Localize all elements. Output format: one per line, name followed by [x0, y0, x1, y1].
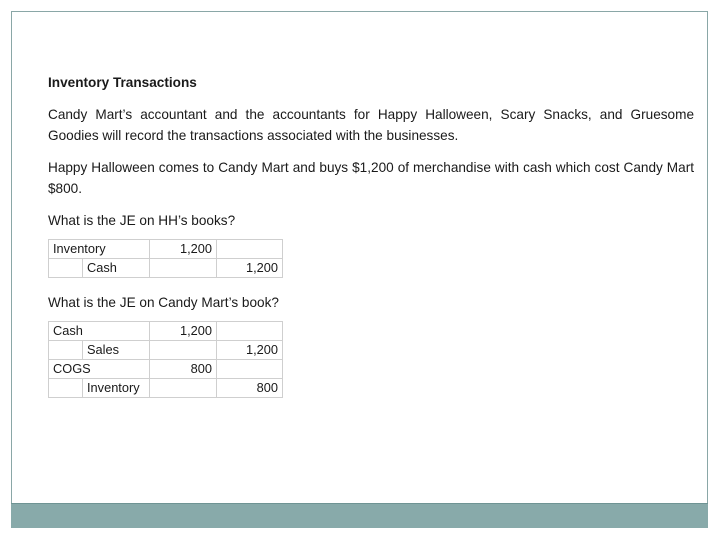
indent-cell: [49, 259, 83, 278]
credit-account-cell: Cash: [83, 259, 150, 278]
debit-amount-cell: [150, 379, 217, 398]
debit-account-cell: Cash: [49, 322, 150, 341]
credit-amount-cell: 1,200: [217, 259, 283, 278]
credit-amount-cell: [217, 240, 283, 259]
indent-cell: [49, 341, 83, 360]
table-row: [49, 341, 283, 360]
credit-account-cell: Sales: [83, 341, 150, 360]
debit-amount-cell: [150, 341, 217, 360]
journal-entry-hh: [48, 239, 283, 278]
slide-content: [48, 72, 694, 412]
debit-account-cell: COGS: [49, 360, 150, 379]
debit-amount-cell: 1,200: [150, 240, 217, 259]
table-row: [49, 379, 283, 398]
table-row: [49, 240, 283, 259]
footer-bar: [11, 503, 708, 528]
credit-amount-cell: [217, 322, 283, 341]
slide-title: Inventory Transactions: [48, 75, 197, 90]
credit-amount-cell: 800: [217, 379, 283, 398]
credit-amount-cell: 1,200: [217, 341, 283, 360]
table-row: [49, 360, 283, 379]
paragraph: Happy Halloween comes to Candy Mart and buys $1,200 of merchandise with cash which cost Candy Mart $800.: [48, 160, 694, 196]
question-hh: What is the JE on HH’s books?: [48, 213, 236, 228]
debit-amount-cell: [150, 259, 217, 278]
paragraph: Candy Mart’s accountant and the accountants for Happy Halloween, Scary Snacks, and Gruesome Goodies will record the transactions associated with the businesses.: [48, 107, 694, 143]
debit-account-cell: Inventory: [49, 240, 150, 259]
table-row: [49, 322, 283, 341]
journal-entry-candy-mart: [48, 321, 283, 398]
credit-amount-cell: [217, 360, 283, 379]
debit-amount-cell: 1,200: [150, 322, 217, 341]
credit-account-cell: Inventory: [83, 379, 150, 398]
indent-cell: [49, 379, 83, 398]
debit-amount-cell: 800: [150, 360, 217, 379]
question-candy-mart: What is the JE on Candy Mart’s book?: [48, 295, 279, 310]
table-row: [49, 259, 283, 278]
